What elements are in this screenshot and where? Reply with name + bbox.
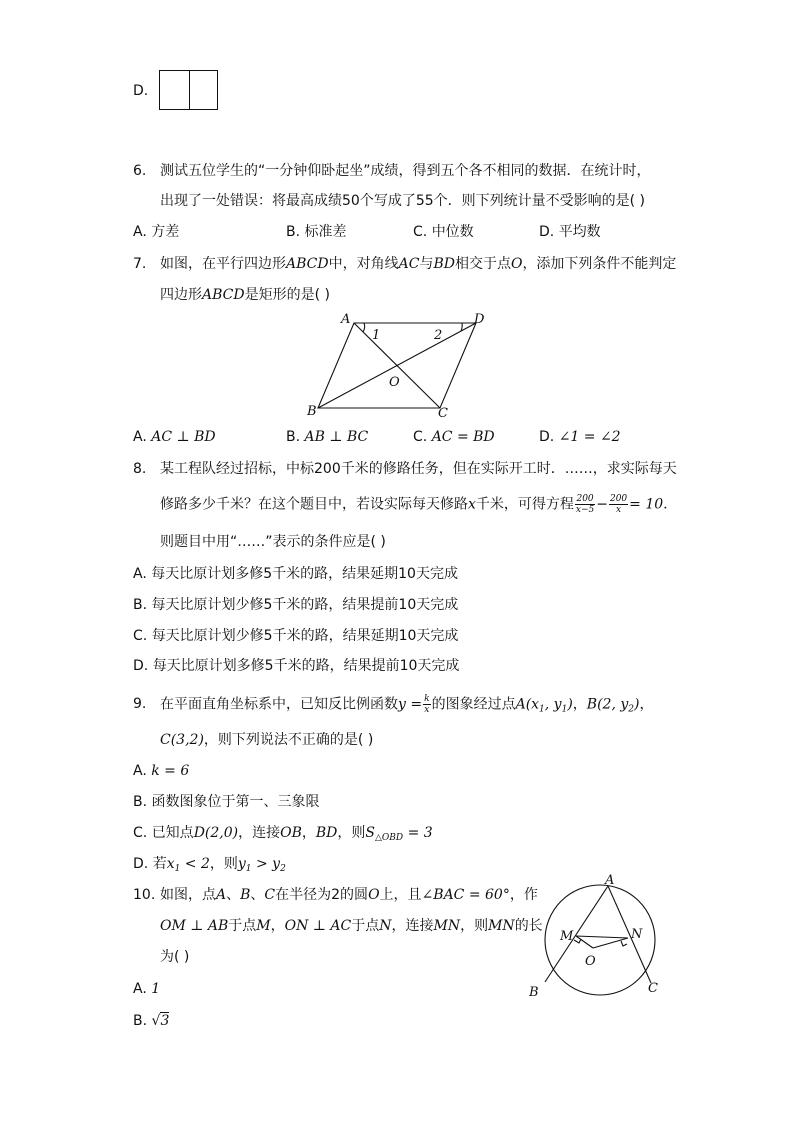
q8-option-b: B. 每天比原计划少修5千米的路，结果提前10天完成 [133, 597, 459, 613]
right-angle-m [574, 939, 581, 943]
q6-option-b: B. 标准差 [286, 224, 347, 240]
q10-circle-figure [520, 872, 680, 1002]
q9-number: 9. [133, 696, 147, 712]
q9-fraction-k-over-x: $\frac{k}{x}$ [424, 694, 430, 715]
q7-option-b: B. AB ⊥ BC [286, 429, 369, 445]
q6-option-d: D. 平均数 [539, 224, 601, 240]
label-b: B [529, 985, 539, 1000]
chord-ab [545, 886, 608, 982]
q7-option-d: D. ∠1 = ∠2 [539, 429, 621, 445]
q6-option-c: C. 中位数 [413, 224, 474, 240]
label-n: N [631, 927, 643, 942]
angle-1-arc [363, 323, 365, 332]
diagonal-bd [318, 323, 476, 408]
q8-stem-line3: 则题目中用“……”表示的条件应是( ) [160, 534, 386, 550]
q8-option-c: C. 每天比原计划少修5千米的路，结果延期10天完成 [133, 628, 459, 644]
q7-parallelogram-figure [300, 306, 500, 428]
label-a: A [605, 873, 615, 888]
q10-option-a: A. 1 [133, 981, 161, 997]
q8-stem-line2: 修路多少千米？在这个题目中，若设实际每天修路x千米，可得方程 $\frac{200}{x-5}$ − $\frac{200}{x}$ = 10. [160, 494, 668, 515]
q9-option-b: B. 函数图象位于第一、三象限 [133, 794, 320, 810]
q6-stem-line2: 出现了一处错误：将最高成绩50个写成了55个．则下列统计量不受影响的是( ) [160, 193, 646, 209]
q9-option-c: C. 已知点D(2,0)，连接OB，BD，则$S_{\triangle OBD} = 3$ [133, 825, 433, 843]
q8-fraction-2: $\frac{200}{x}$ [609, 494, 628, 515]
angle-2-arc [461, 323, 462, 331]
q10-stem-line3: 为( ) [160, 949, 190, 965]
q9-option-a: A. k = 6 [133, 763, 190, 779]
q6-option-a: A. 方差 [133, 224, 180, 240]
q5-option-d-figure [159, 70, 218, 110]
q7-option-c: C. AC = BD [413, 429, 495, 445]
right-angle-n [621, 941, 627, 946]
q7-stem-line1: 如图，在平行四边形ABCD中，对角线AC与BD相交于点O，添加下列条件不能判定 [160, 256, 677, 272]
q8-number: 8. [133, 461, 147, 477]
label-c: C [438, 406, 448, 421]
label-b: B [307, 404, 317, 419]
q10-option-b: B. √3 [133, 1013, 170, 1029]
segment-mn [576, 936, 628, 938]
label-o: O [585, 954, 596, 969]
label-a: A [341, 312, 351, 327]
q10-stem-line2: OM ⊥ AB于点M，ON ⊥ AC于点N，连接MN，则MN的长 [160, 918, 543, 934]
label-m: M [560, 929, 574, 944]
label-o: O [389, 375, 400, 390]
q7-number: 7. [133, 256, 147, 272]
label-angle-1: 1 [372, 328, 381, 343]
q10-stem-line1: 如图，点A、B、C在半径为2的圆O上，且∠BAC = 60°，作 [160, 887, 538, 903]
q7-stem-line2: 四边形ABCD是矩形的是( ) [160, 287, 330, 303]
q10-number: 10. [133, 887, 156, 903]
label-d: D [474, 312, 485, 327]
sqrt-3: √3 [151, 1013, 170, 1029]
segment-om [576, 936, 593, 948]
q9-option-d: D. 若$x_1 < 2$，则$y_1 > y_2$ [133, 856, 286, 874]
q8-stem-line1: 某工程队经过招标，中标200千米的修路任务，但在实际开工时．……，求实际每天 [160, 461, 677, 477]
label-c: C [648, 981, 658, 996]
chord-ac [608, 886, 651, 983]
label-angle-2: 2 [434, 328, 443, 343]
q8-option-d: D. 每天比原计划多修5千米的路，结果提前10天完成 [133, 658, 460, 674]
q8-option-a: A. 每天比原计划多修5千米的路，结果延期10天完成 [133, 566, 458, 582]
q8-fraction-1: $\frac{200}{x-5}$ [575, 494, 595, 515]
q9-stem-line2: C(3,2)，则下列说法不正确的是( ) [160, 732, 374, 748]
q9-stem-line1: 在平面直角坐标系中，已知反比例函数y = $\frac{k}{x}$ 的图象经过点$A(x_1$, $y_1$)，B(2, $y_2$)， [160, 694, 654, 715]
q5-option-d-label: D. [133, 83, 149, 99]
q7-option-a: A. AC ⊥ BD [133, 429, 216, 445]
q6-number: 6. [133, 163, 147, 179]
q6-stem-line1: 测试五位学生的“一分钟仰卧起坐”成绩，得到五个各不相同的数据．在统计时， [160, 163, 651, 179]
